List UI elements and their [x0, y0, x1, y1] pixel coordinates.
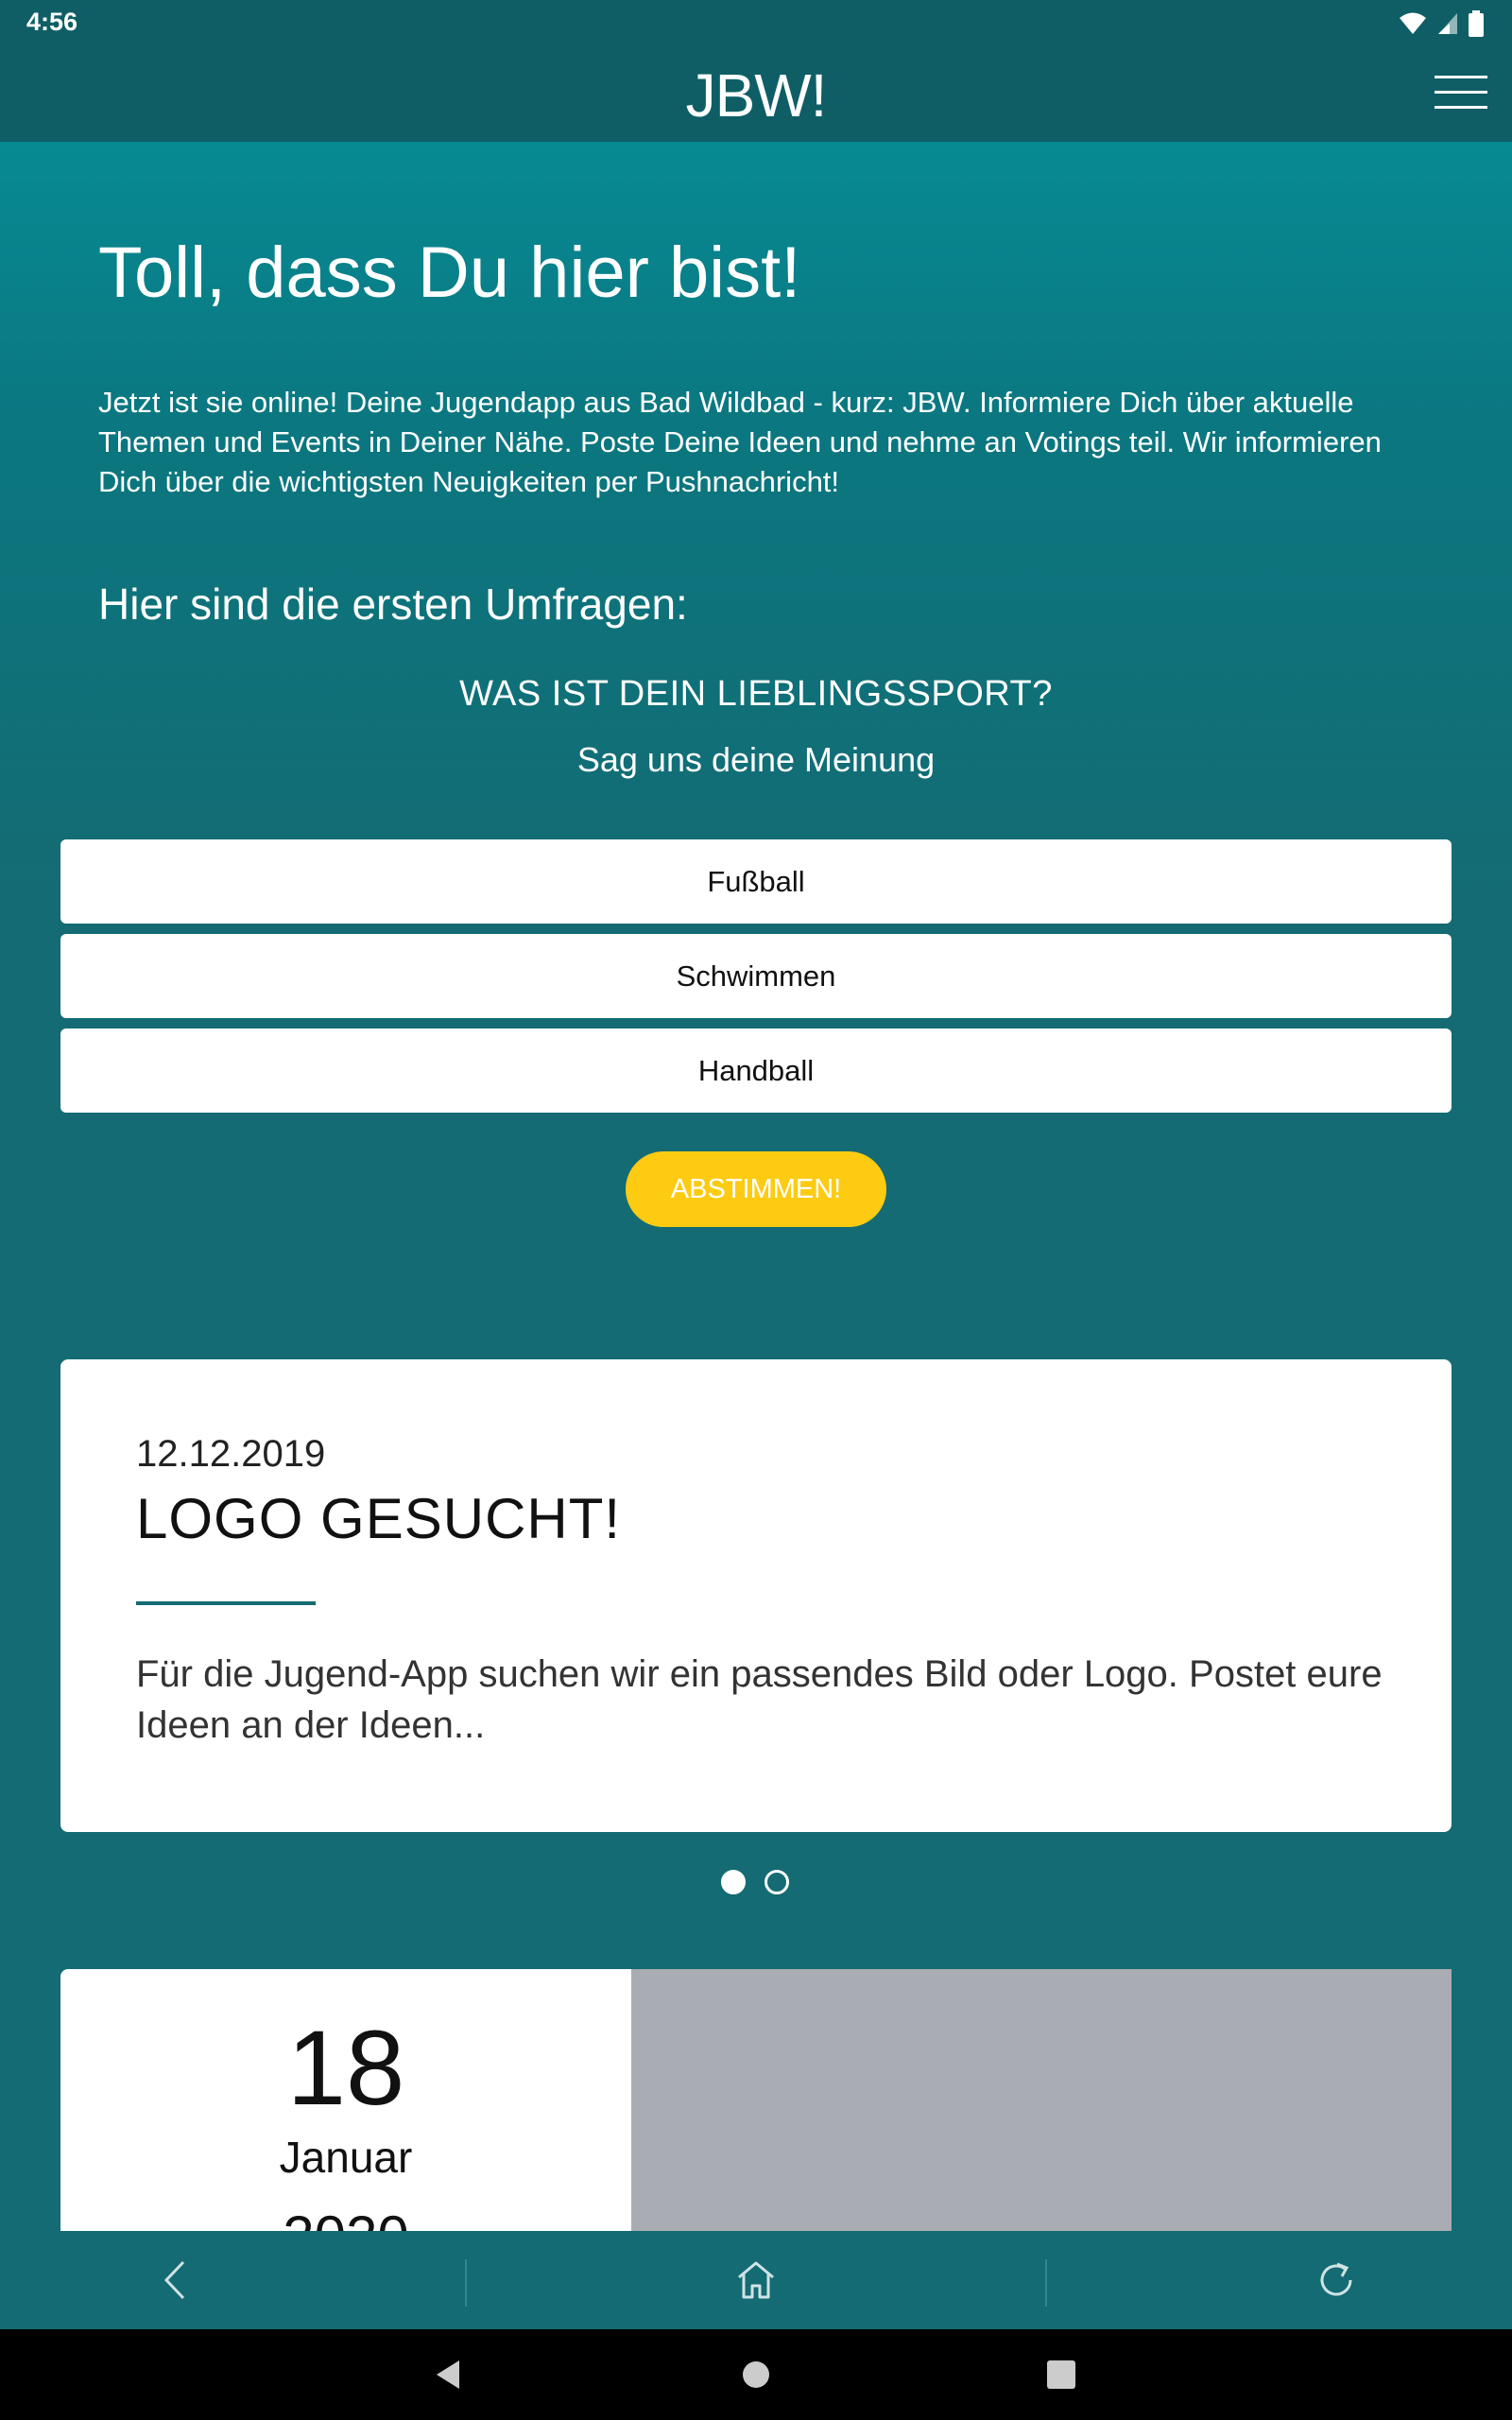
reload-icon[interactable] [1280, 2231, 1393, 2329]
home-circle-icon[interactable] [699, 2329, 813, 2420]
nav-separator [465, 2259, 467, 2307]
home-icon[interactable] [699, 2231, 813, 2329]
poll-option-label: Schwimmen [676, 959, 836, 993]
event-day: 18 [286, 2009, 405, 2127]
status-bar [0, 0, 1512, 47]
page-title: Toll, dass Du hier bist! [98, 233, 801, 313]
poll-option-fussball[interactable] [60, 839, 1452, 924]
wifi-icon [1399, 11, 1427, 36]
poll-option-label: Fußball [707, 864, 805, 898]
battery-icon [1469, 10, 1484, 37]
news-date: 12.12.2019 [136, 1433, 326, 1475]
news-title: LOGO GESUCHT! [136, 1487, 622, 1550]
bottom-navigation [0, 2231, 1512, 2329]
poll-section-heading: Hier sind die ersten Umfragen: [98, 579, 688, 629]
hamburger-menu-icon[interactable] [1435, 74, 1487, 112]
vote-button[interactable]: ABSTIMMEN! [626, 1151, 886, 1227]
status-icons [1399, 9, 1484, 38]
poll-option-label: Handball [697, 1053, 815, 1087]
intro-text: Jetzt ist sie online! Deine Jugendapp aus Bad Wildbad - kurz: JBW. Informiere Dich über aktuelle Themen und Events in Deiner Nähe. Poste Deine Ideen und nehme an Votings teil. Wir informieren Dich über die wichtigsten Neuigkeiten per Pushnachricht! [98, 386, 1382, 498]
news-divider [136, 1601, 316, 1605]
signal-icon [1436, 11, 1459, 36]
back-icon[interactable] [119, 2231, 232, 2329]
app-bar [0, 47, 1512, 142]
news-card[interactable] [60, 1359, 1452, 1832]
poll-option-schwimmen[interactable] [60, 934, 1452, 1018]
event-month: Januar [279, 2133, 413, 2182]
carousel-dot-1[interactable] [721, 1870, 746, 1894]
status-time: 4:56 [26, 8, 78, 36]
main-content[interactable] [0, 142, 1512, 2231]
poll-question: WAS IST DEIN LIEBLINGSSPORT? [459, 674, 1053, 714]
poll-option-handball[interactable] [60, 1028, 1452, 1113]
app-title: JBW! [685, 61, 827, 130]
carousel-dot-2[interactable] [765, 1870, 789, 1894]
recents-square-icon[interactable] [1005, 2329, 1118, 2420]
back-triangle-icon[interactable] [391, 2329, 505, 2420]
poll-subtitle: Sag uns deine Meinung [576, 740, 936, 779]
system-navigation-bar [0, 2329, 1512, 2420]
news-excerpt: Für die Jugend-App suchen wir ein passendes Bild oder Logo. Postet eure Ideen an der Ideen... [136, 1653, 1383, 1746]
nav-separator [1045, 2259, 1047, 2307]
